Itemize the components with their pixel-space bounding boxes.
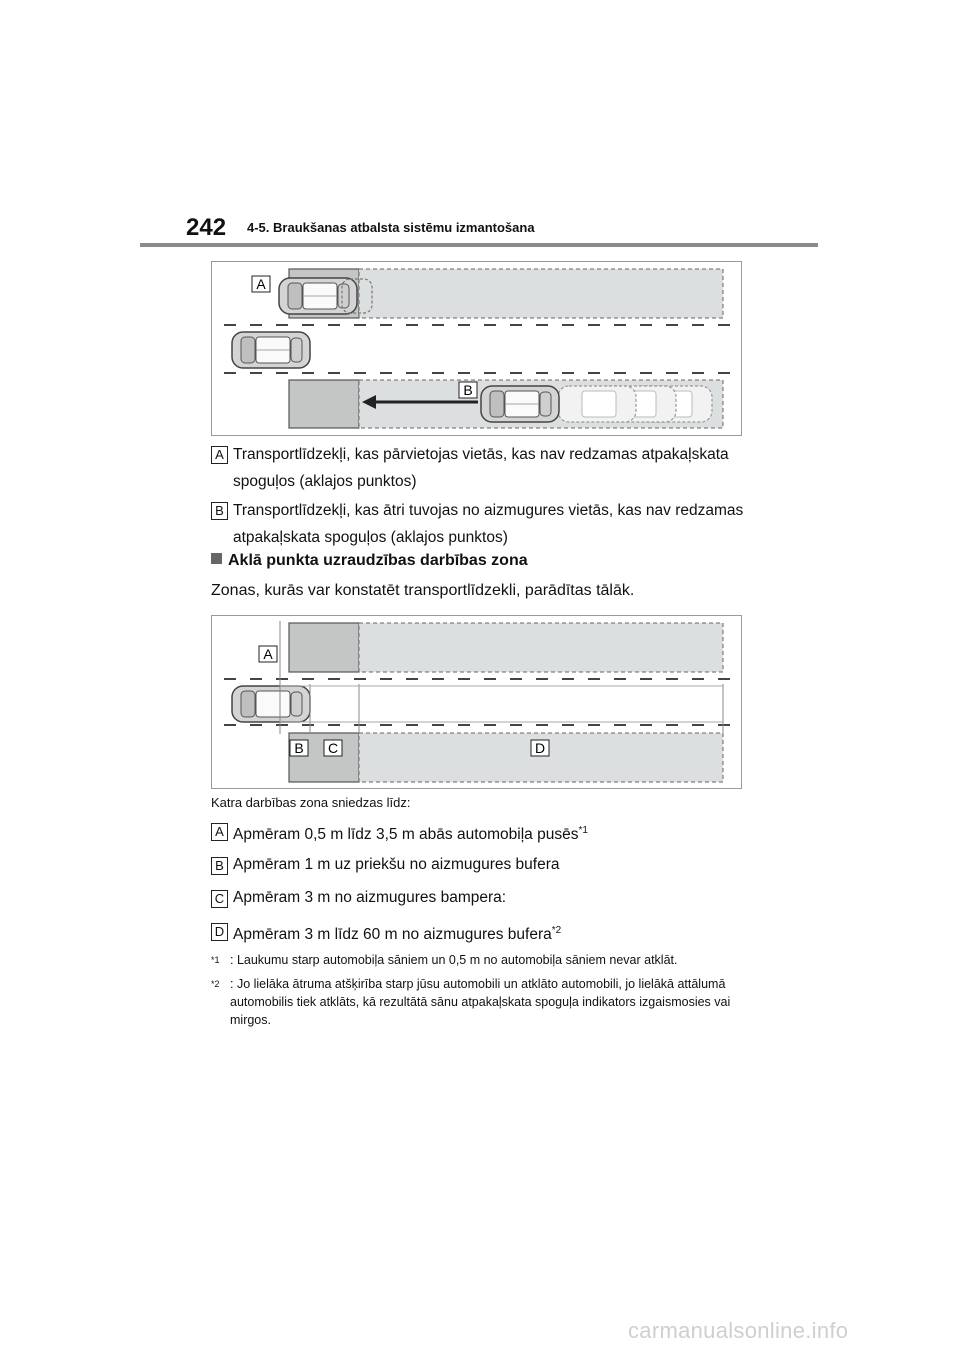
legend-text-b: Transportlīdzekļi, kas ātri tuvojas no aizmugures vietās, kas nav redzamas atpakaļskata spoguļos (aklajos punktos) — [233, 502, 744, 546]
label-b: B — [294, 740, 304, 756]
footnote-text-1: : Laukumu starp automobiļa sāniem un 0,5 m no automobiļa sāniem nevar atklāt. — [230, 953, 678, 967]
section-heading-text: Aklā punkta uzraudzības darbības zona — [228, 552, 528, 569]
range-text-b: Apmēram 1 m uz priekšu no aizmugures bufera — [233, 856, 560, 873]
badge-b: B — [211, 857, 228, 875]
detection-zone-figure — [211, 615, 742, 789]
label-d: D — [534, 740, 546, 756]
square-bullet-icon — [211, 553, 222, 564]
legend-item-a — [211, 441, 751, 495]
footnote-text-2: : Jo lielāka ātruma atšķirība starp jūsu automobili un atklāto automobili, jo lielākā attālumā automobilis tiek atklāts, kā rezultātā sānu atpakaļskata spoguļa indikators izgaismosies vai mirgos. — [230, 977, 731, 1027]
blind-spot-diagram — [212, 262, 741, 435]
badge-a: A — [211, 823, 228, 841]
range-item-c — [211, 888, 506, 908]
footnote-mark-2: *2 — [211, 979, 220, 989]
page-number: 242 — [186, 214, 227, 241]
blind-spot-figure — [211, 261, 742, 436]
footnote-2 — [211, 975, 771, 1029]
label-c: C — [327, 740, 339, 756]
section-title: 4-5. Braukšanas atbalsta sistēmu izmantošana — [247, 220, 535, 235]
badge-c: C — [211, 890, 228, 908]
range-text-a: Apmēram 0,5 m līdz 3,5 m abās automobiļa pusēs — [233, 826, 579, 844]
figure-caption: Katra darbības zona sniedzas līdz: — [211, 795, 411, 810]
legend-item-b — [211, 497, 751, 551]
range-text-d: Apmēram 3 m līdz 60 m no aizmugures bufera — [233, 926, 552, 944]
watermark: carmanualsonline.info — [628, 1318, 849, 1343]
badge-d: D — [211, 923, 228, 941]
footnote-ref-1: *1 — [578, 825, 588, 836]
range-item-b — [211, 855, 560, 875]
range-text-c: Apmēram 3 m no aizmugures bampera: — [233, 889, 507, 906]
detection-zone-diagram — [212, 616, 741, 788]
footnote-1 — [211, 951, 771, 969]
footnote-mark-1: *1 — [211, 955, 220, 965]
range-item-d — [211, 921, 561, 945]
label-a: A — [263, 646, 273, 662]
legend-text-a: Transportlīdzekļi, kas pārvietojas vietās, kas nav redzamas atpakaļskata spoguļos (aklajos punktos) — [233, 446, 729, 490]
section-paragraph: Zonas, kurās var konstatēt transportlīdzekli, parādītas tālāk. — [211, 582, 635, 599]
range-item-a — [211, 821, 588, 845]
badge-a: A — [211, 446, 228, 464]
footnote-ref-2: *2 — [551, 925, 562, 936]
header-rule — [140, 243, 818, 247]
label-a: A — [256, 276, 266, 292]
section-heading — [211, 552, 528, 570]
label-b: B — [463, 382, 473, 398]
badge-b: B — [211, 502, 228, 520]
